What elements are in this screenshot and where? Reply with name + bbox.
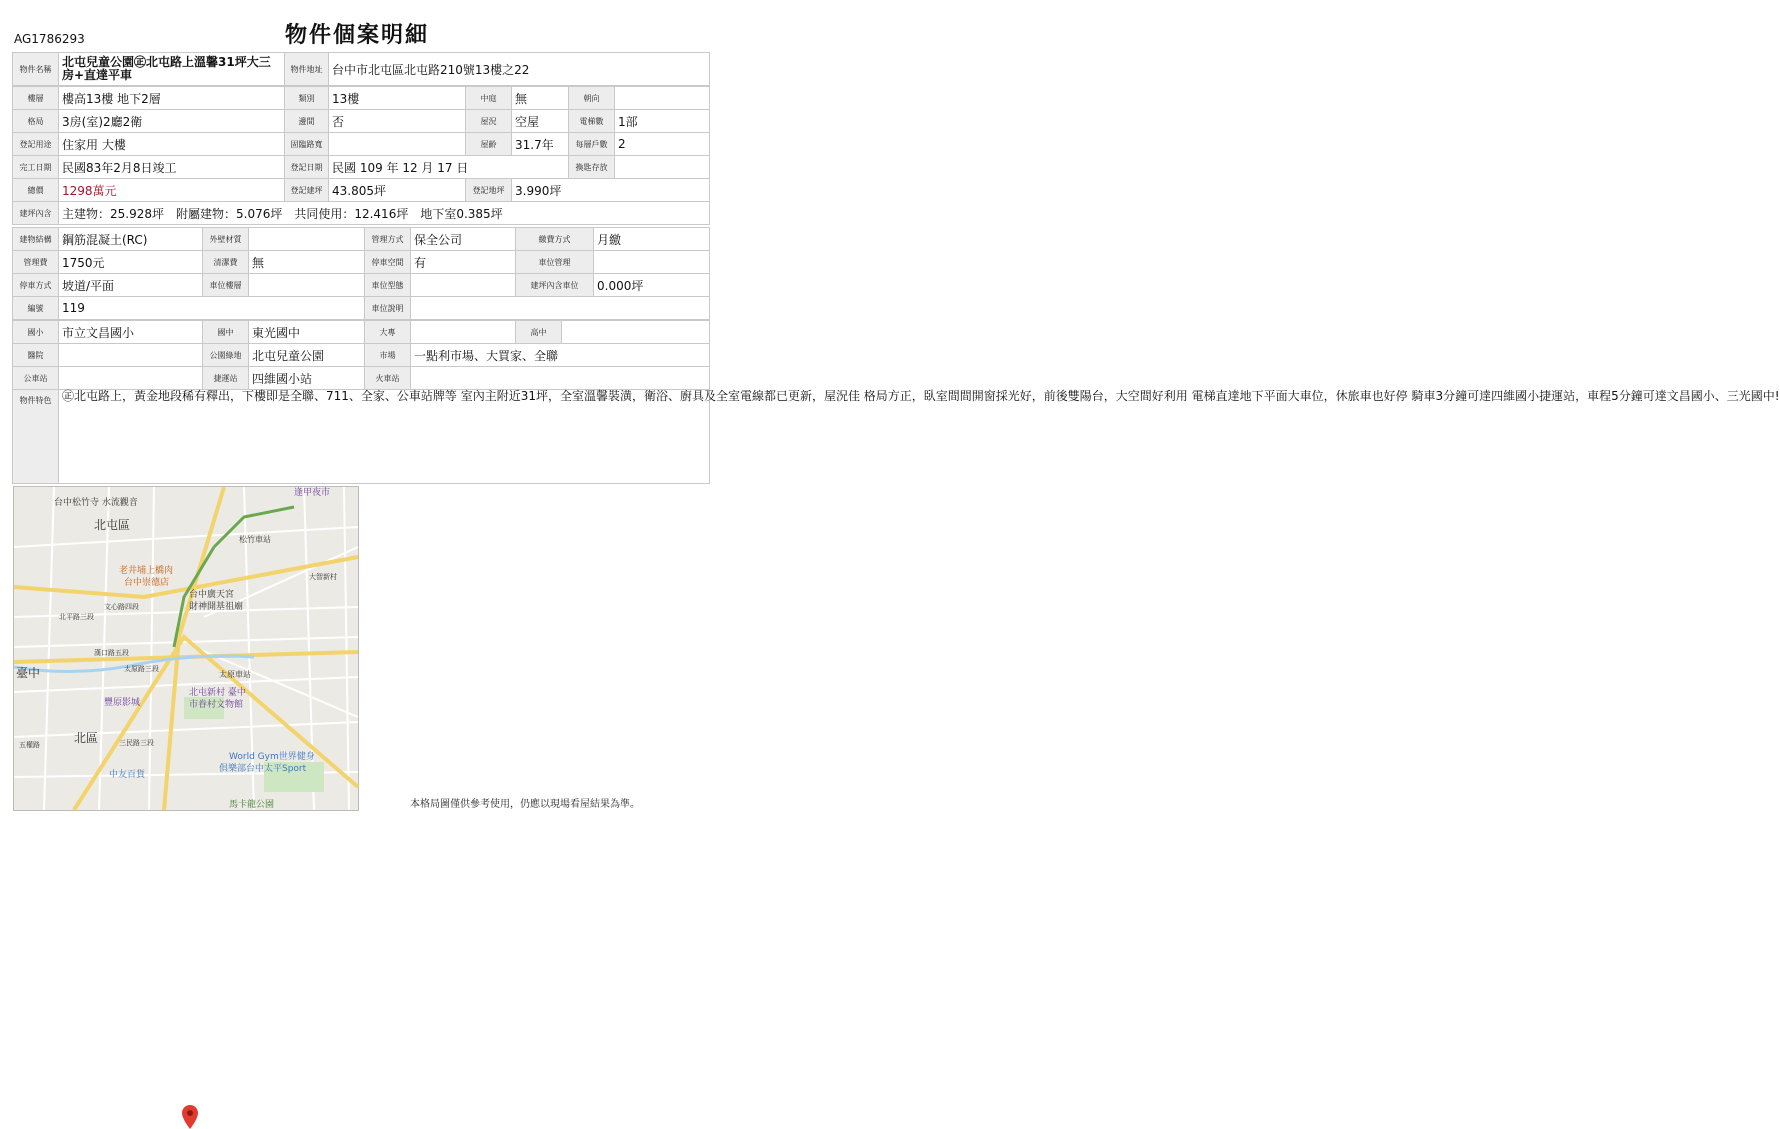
type-value: 13樓	[329, 87, 466, 110]
map-label-beitun: 北屯區	[94, 518, 131, 532]
shared-value: 否	[329, 110, 466, 133]
price-value: 1298萬元	[59, 179, 285, 202]
label-market: 市場	[365, 344, 411, 367]
location-pin-icon	[182, 1105, 198, 1129]
label-high: 高中	[516, 321, 562, 344]
label-exterior: 外壁材質	[203, 228, 249, 251]
facing-value	[615, 87, 710, 110]
mgmt-method-value: 保全公司	[411, 228, 516, 251]
build-area-value: 43.805坪	[329, 179, 466, 202]
market-value: 一點利市場、大買家、全聯	[411, 344, 710, 367]
map-label-restaurant: 老井埔上橋肉	[119, 566, 174, 576]
map-label-gym: World Gym世界健身	[229, 752, 315, 762]
map-label-cinema: 豐原影城	[104, 698, 141, 708]
label-college: 大專	[365, 321, 411, 344]
label-name: 物件名稱	[13, 53, 59, 86]
bus-value	[59, 367, 203, 390]
map-label-road7: 五權路	[19, 741, 40, 749]
page-title: 物件個案明細	[284, 23, 429, 48]
property-address: 台中市北屯區北屯路210號13樓之22	[329, 53, 710, 86]
label-structure: 建物結構	[13, 228, 59, 251]
map-label-road5: 三民路三段	[119, 739, 154, 747]
parking-space-value: 有	[411, 251, 516, 274]
label-number: 編號	[13, 297, 59, 320]
elementary-value: 市立文昌國小	[59, 321, 203, 344]
usage-value: 住家用 大樓	[59, 133, 285, 156]
parking-mgmt-value	[594, 251, 710, 274]
map-label-restaurant2: 台中崇德店	[124, 578, 170, 588]
label-hospital: 醫院	[13, 344, 59, 367]
parking-incl-value: 0.000坪	[594, 274, 710, 297]
park-value: 北屯兒童公園	[249, 344, 365, 367]
map-label-gym2: 俱樂部台中太平Sport	[219, 764, 307, 774]
number-value: 119	[59, 297, 365, 320]
high-value	[562, 321, 710, 344]
case-code: AG1786293	[14, 32, 85, 46]
map-label-temple2: 財神開基祖廟	[189, 602, 244, 612]
junior-value: 東光國中	[249, 321, 365, 344]
parking-type-value	[411, 274, 516, 297]
map-label-village: 北屯新村 臺中	[189, 688, 246, 698]
label-park: 公園綠地	[203, 344, 249, 367]
map-label-road3: 太原路三段	[124, 665, 159, 673]
label-age: 屋齡	[466, 133, 512, 156]
label-parking-type: 車位型態	[365, 274, 411, 297]
detail-table-main	[12, 86, 710, 179]
mgmt-fee-value: 1750元	[59, 251, 203, 274]
map-label-park-bottom: 馬卡龍公園	[229, 800, 275, 810]
label-mgmt-method: 管理方式	[365, 228, 411, 251]
map-label-village2: 市眷村文物館	[189, 700, 244, 710]
location-map[interactable]	[13, 486, 359, 811]
label-completed: 完工日期	[13, 156, 59, 179]
label-train: 火車站	[365, 367, 411, 390]
map-label-road4: 漢口路五段	[94, 649, 129, 657]
courtyard-value: 無	[512, 87, 569, 110]
fee-method-value: 月繳	[594, 228, 710, 251]
label-usage: 登記用途	[13, 133, 59, 156]
map-label-road6: 大智新村	[309, 573, 337, 581]
label-land-area: 登記地坪	[466, 179, 512, 202]
completed-value: 民國83年2月8日竣工	[59, 156, 285, 179]
label-fee-method: 繳費方式	[516, 228, 594, 251]
age-value: 31.7年	[512, 133, 569, 156]
map-label-temple: 台中廣天宮	[189, 590, 235, 600]
label-parking-note: 車位說明	[365, 297, 411, 320]
hospital-value	[59, 344, 203, 367]
label-elementary: 國小	[13, 321, 59, 344]
map-canvas	[14, 487, 358, 810]
cleaning-fee-value: 無	[249, 251, 365, 274]
label-facing: 朝向	[569, 87, 615, 110]
parking-floor-value	[249, 274, 365, 297]
label-reg-date: 登記日期	[285, 156, 329, 179]
train-value	[411, 367, 710, 390]
map-label-road2: 文心路四段	[104, 603, 139, 611]
label-cleaning-fee: 清潔費	[203, 251, 249, 274]
label-elevator: 電梯數	[569, 110, 615, 133]
map-label-road1: 北平路三段	[59, 613, 94, 621]
parking-style-value: 坡道/平面	[59, 274, 203, 297]
detail-table-price	[12, 178, 710, 225]
label-road-width: 固臨路寬	[285, 133, 329, 156]
label-bus: 公車站	[13, 367, 59, 390]
label-address: 物件地址	[285, 53, 329, 86]
detail-table-facility	[12, 227, 710, 320]
inclusions-value: 主建物：25.928坪 附屬建物：5.076坪 共同使用：12.416坪 地下室0.385坪	[59, 202, 710, 225]
label-price: 總價	[13, 179, 59, 202]
label-type: 類別	[285, 87, 329, 110]
label-build-area: 登記建坪	[285, 179, 329, 202]
structure-value: 鋼筋混凝土(RC)	[59, 228, 203, 251]
college-value	[411, 321, 516, 344]
label-inclusions: 建坪內含	[13, 202, 59, 225]
layout-value: 3房(室)2廳2衛	[59, 110, 285, 133]
map-label-north: 北區	[74, 731, 99, 745]
disclaimer-text: 本格局圖僅供參考使用，仍應以現場看屋結果為準。	[410, 799, 640, 810]
elevator-value: 1部	[615, 110, 710, 133]
mrt-value: 四維國小站	[249, 367, 365, 390]
map-label-road8: 太原車站	[219, 670, 251, 679]
units-per-floor-value: 2	[615, 133, 710, 156]
label-mgmt-fee: 管理費	[13, 251, 59, 274]
road-width-value	[329, 133, 466, 156]
map-label-top: 台中松竹寺 水流觀音	[54, 498, 138, 508]
label-layout: 格局	[13, 110, 59, 133]
label-junior: 國中	[203, 321, 249, 344]
label-parking-space: 停車空間	[365, 251, 411, 274]
label-units-per-floor: 每層戶數	[569, 133, 615, 156]
label-parking-style: 停車方式	[13, 274, 59, 297]
storage-value	[615, 156, 710, 179]
map-label-station: 松竹車站	[239, 535, 271, 544]
floor-value: 樓高13樓 地下2層	[59, 87, 285, 110]
label-status: 屋況	[466, 110, 512, 133]
label-floor: 樓層	[13, 87, 59, 110]
label-parking-incl: 建坪內含車位	[516, 274, 594, 297]
status-value: 空屋	[512, 110, 569, 133]
label-shared: 邊間	[285, 110, 329, 133]
exterior-value	[249, 228, 365, 251]
features-text: ㊣北屯路上，黃金地段稀有釋出，下樓即是全聯、711、全家、公車站牌等 室內主附近31坪，全室溫馨裝潢，衛浴、廚具及全室電線都已更新，屋況佳 格局方正，臥室間間開窗採光好，前後雙陽台，大空間好利用 電梯直達地下平面大車位，休旅車也好停 騎車3分鐘可達四維國小捷運站，車程5分鐘可達文昌國小、三光國中!	[59, 390, 710, 484]
reg-date-value: 民國 109 年 12 月 17 日	[329, 156, 569, 179]
map-label-taichung: 臺中	[16, 666, 41, 680]
detail-table-surroundings	[12, 320, 710, 390]
parking-note-value	[411, 297, 710, 320]
label-storage: 換匙存放	[569, 156, 615, 179]
detail-table-top	[12, 52, 710, 86]
detail-table-features	[12, 389, 1780, 484]
label-courtyard: 中庭	[466, 87, 512, 110]
land-area-value: 3.990坪	[512, 179, 710, 202]
label-parking-floor: 車位樓層	[203, 274, 249, 297]
map-label-mall: 中友百貨	[109, 770, 146, 780]
property-name: 北屯兒童公園㊣北屯路上溫馨31坪大三房+直達平車	[59, 53, 285, 86]
map-label-night-market: 逢甲夜市	[294, 488, 331, 498]
label-features: 物件特色	[13, 390, 59, 484]
label-parking-mgmt: 車位管理	[516, 251, 594, 274]
label-mrt: 捷運站	[203, 367, 249, 390]
